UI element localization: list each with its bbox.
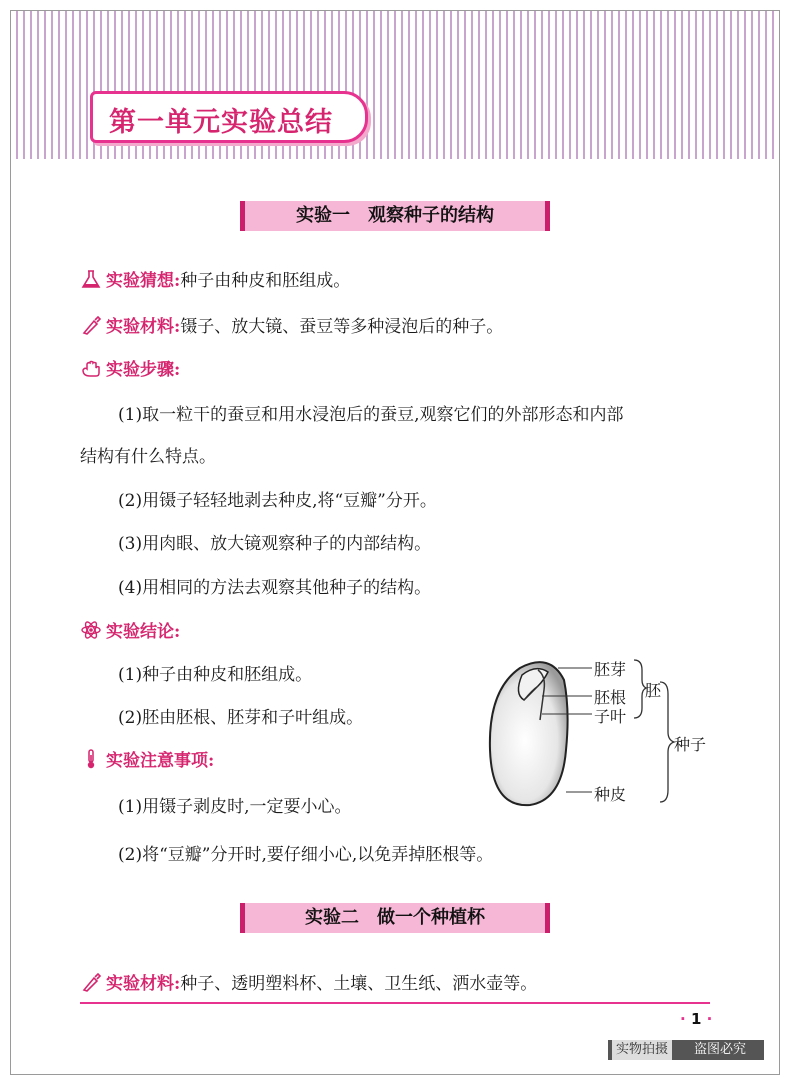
hypothesis-label: 实验猜想: [106,271,181,291]
hypothesis-text: 种子由种皮和胚组成。 [180,271,351,291]
unit-title-box [90,91,368,143]
section2-title: 实验二 做一个种植杯 [240,903,550,933]
conclusion-2: (2)胚由胚根、胚芽和子叶组成。 [118,708,364,728]
steps-heading [80,355,180,380]
step-1-cont: 结构有什么特点。 [80,447,216,467]
watermark-right: 盗图必究 [694,1042,747,1057]
note-1: (1)用镊子剥皮时,一定要小心。 [118,797,352,817]
section2-materials-line [80,969,537,994]
materials-text: 镊子、放大镜、蚕豆等多种浸泡后的种子。 [180,317,504,337]
steps-label: 实验步骤: [106,360,181,380]
label-plumule: 胚芽 [594,660,627,679]
step-2: (2)用镊子轻轻地剥去种皮,将“豆瓣”分开。 [118,491,437,511]
flask-icon [80,269,102,289]
footer-divider [80,1002,710,1004]
seed-diagram [480,650,730,820]
section2-materials-label: 实验材料: [106,974,181,994]
section2-materials-text: 种子、透明塑料杯、土壤、卫生纸、洒水壶等。 [180,974,538,994]
step-1: (1)取一粒干的蚕豆和用水浸泡后的蚕豆,观察它们的外部形态和内部 [118,405,624,425]
step-3: (3)用肉眼、放大镜观察种子的内部结构。 [118,534,432,554]
notes-label: 实验注意事项: [106,751,215,771]
watermark [608,1040,764,1060]
step-4: (4)用相同的方法去观察其他种子的结构。 [118,578,432,598]
conclusion-1: (1)种子由种皮和胚组成。 [118,665,313,685]
label-embryo: 胚 [645,681,662,700]
page-number: · 1 · [680,1010,713,1028]
materials-line [80,312,503,337]
label-cotyledon: 子叶 [594,707,627,726]
notes-heading [80,746,214,771]
unit-title: 第一单元实验总结 [109,107,333,138]
pipette-icon [80,315,102,335]
watermark-left: 实物拍摄 [612,1040,672,1060]
hand-icon [80,358,102,378]
label-seed: 种子 [674,735,707,754]
pipette-icon [80,972,102,992]
label-radicle: 胚根 [594,688,627,707]
atom-icon [80,620,102,640]
materials-label: 实验材料: [106,317,181,337]
note-2: (2)将“豆瓣”分开时,要仔细小心,以免弄掉胚根等。 [118,845,494,865]
page-number-value: 1 [690,1010,702,1028]
section1-title: 实验一 观察种子的结构 [240,201,550,231]
conclusion-heading [80,617,180,642]
conclusion-label: 实验结论: [106,622,181,642]
thermometer-icon [80,749,102,769]
hypothesis-line [80,266,350,291]
label-seed-coat: 种皮 [594,785,627,804]
